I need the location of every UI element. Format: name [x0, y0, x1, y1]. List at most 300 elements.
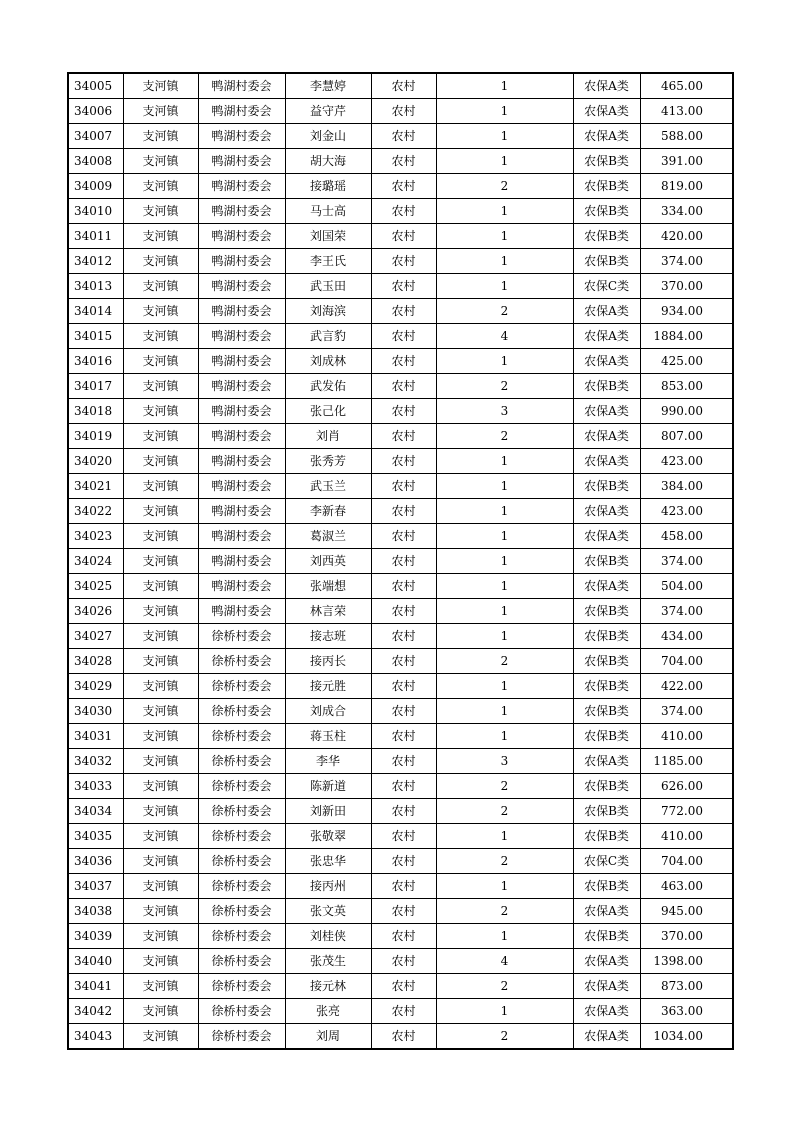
- name-cell: 益守芹: [285, 99, 371, 124]
- village-cell: 徐桥村委会: [198, 1024, 285, 1050]
- name-cell: 武发佑: [285, 374, 371, 399]
- table-row: [68, 99, 733, 124]
- area-type-cell: 农村: [371, 199, 436, 224]
- town-cell: 支河镇: [123, 99, 198, 124]
- name-cell: 刘周: [285, 1024, 371, 1050]
- table-row: [68, 649, 733, 674]
- town-cell: 支河镇: [123, 824, 198, 849]
- household-size-cell: 1: [436, 199, 573, 224]
- household-size-cell: 2: [436, 1024, 573, 1050]
- village-cell: 鸭湖村委会: [198, 424, 285, 449]
- town-cell: 支河镇: [123, 724, 198, 749]
- table-row: [68, 624, 733, 649]
- table-row: [68, 749, 733, 774]
- household-size-cell: 2: [436, 299, 573, 324]
- category-cell: 农保A类: [573, 449, 640, 474]
- town-cell: 支河镇: [123, 999, 198, 1024]
- name-cell: 李华: [285, 749, 371, 774]
- category-cell: 农保A类: [573, 499, 640, 524]
- amount-cell: 410.00: [640, 724, 733, 749]
- category-cell: 农保A类: [573, 524, 640, 549]
- record-id-cell: 34012: [68, 249, 123, 274]
- area-type-cell: 农村: [371, 424, 436, 449]
- table-row: [68, 699, 733, 724]
- area-type-cell: 农村: [371, 73, 436, 99]
- town-cell: 支河镇: [123, 699, 198, 724]
- name-cell: 马士高: [285, 199, 371, 224]
- town-cell: 支河镇: [123, 524, 198, 549]
- town-cell: 支河镇: [123, 949, 198, 974]
- category-cell: 农保B类: [573, 474, 640, 499]
- amount-cell: 422.00: [640, 674, 733, 699]
- name-cell: 刘成林: [285, 349, 371, 374]
- village-cell: 徐桥村委会: [198, 724, 285, 749]
- record-id-cell: 34016: [68, 349, 123, 374]
- household-size-cell: 1: [436, 874, 573, 899]
- name-cell: 刘海滨: [285, 299, 371, 324]
- name-cell: 张亮: [285, 999, 371, 1024]
- category-cell: 农保A类: [573, 574, 640, 599]
- record-id-cell: 34022: [68, 499, 123, 524]
- amount-cell: 420.00: [640, 224, 733, 249]
- category-cell: 农保B类: [573, 724, 640, 749]
- name-cell: 胡大海: [285, 149, 371, 174]
- household-size-cell: 2: [436, 649, 573, 674]
- table-row: [68, 499, 733, 524]
- village-cell: 鸭湖村委会: [198, 99, 285, 124]
- village-cell: 鸭湖村委会: [198, 174, 285, 199]
- category-cell: 农保B类: [573, 824, 640, 849]
- name-cell: 林言荣: [285, 599, 371, 624]
- amount-cell: 807.00: [640, 424, 733, 449]
- household-size-cell: 1: [436, 674, 573, 699]
- town-cell: 支河镇: [123, 799, 198, 824]
- area-type-cell: 农村: [371, 949, 436, 974]
- town-cell: 支河镇: [123, 849, 198, 874]
- name-cell: 刘国荣: [285, 224, 371, 249]
- table-row: [68, 974, 733, 999]
- area-type-cell: 农村: [371, 399, 436, 424]
- town-cell: 支河镇: [123, 374, 198, 399]
- record-id-cell: 34042: [68, 999, 123, 1024]
- household-size-cell: 1: [436, 574, 573, 599]
- table-row: [68, 774, 733, 799]
- record-id-cell: 34030: [68, 699, 123, 724]
- household-size-cell: 1: [436, 124, 573, 149]
- category-cell: 农保A类: [573, 299, 640, 324]
- amount-cell: 588.00: [640, 124, 733, 149]
- area-type-cell: 农村: [371, 124, 436, 149]
- amount-cell: 853.00: [640, 374, 733, 399]
- household-size-cell: 3: [436, 399, 573, 424]
- area-type-cell: 农村: [371, 224, 436, 249]
- area-type-cell: 农村: [371, 249, 436, 274]
- town-cell: 支河镇: [123, 274, 198, 299]
- town-cell: 支河镇: [123, 924, 198, 949]
- town-cell: 支河镇: [123, 774, 198, 799]
- category-cell: 农保B类: [573, 174, 640, 199]
- name-cell: 刘成合: [285, 699, 371, 724]
- town-cell: 支河镇: [123, 549, 198, 574]
- name-cell: 刘西英: [285, 549, 371, 574]
- name-cell: 张端想: [285, 574, 371, 599]
- name-cell: 接丙州: [285, 874, 371, 899]
- area-type-cell: 农村: [371, 674, 436, 699]
- name-cell: 武玉兰: [285, 474, 371, 499]
- town-cell: 支河镇: [123, 499, 198, 524]
- record-id-cell: 34043: [68, 1024, 123, 1050]
- area-type-cell: 农村: [371, 599, 436, 624]
- table-row: [68, 999, 733, 1024]
- village-cell: 徐桥村委会: [198, 874, 285, 899]
- amount-cell: 704.00: [640, 849, 733, 874]
- amount-cell: 458.00: [640, 524, 733, 549]
- amount-cell: 465.00: [640, 73, 733, 99]
- name-cell: 张忠华: [285, 849, 371, 874]
- household-size-cell: 1: [436, 624, 573, 649]
- household-size-cell: 2: [436, 974, 573, 999]
- household-size-cell: 4: [436, 324, 573, 349]
- town-cell: 支河镇: [123, 899, 198, 924]
- household-size-cell: 1: [436, 149, 573, 174]
- village-cell: 鸭湖村委会: [198, 524, 285, 549]
- town-cell: 支河镇: [123, 249, 198, 274]
- town-cell: 支河镇: [123, 349, 198, 374]
- village-cell: 鸭湖村委会: [198, 374, 285, 399]
- table-row: [68, 924, 733, 949]
- household-size-cell: 2: [436, 774, 573, 799]
- area-type-cell: 农村: [371, 499, 436, 524]
- record-id-cell: 34010: [68, 199, 123, 224]
- category-cell: 农保B类: [573, 549, 640, 574]
- record-id-cell: 34026: [68, 599, 123, 624]
- town-cell: 支河镇: [123, 324, 198, 349]
- area-type-cell: 农村: [371, 474, 436, 499]
- record-id-cell: 34021: [68, 474, 123, 499]
- amount-cell: 423.00: [640, 449, 733, 474]
- record-id-cell: 34031: [68, 724, 123, 749]
- table-row: [68, 73, 733, 99]
- name-cell: 张敬翠: [285, 824, 371, 849]
- name-cell: 张文英: [285, 899, 371, 924]
- record-id-cell: 34013: [68, 274, 123, 299]
- table-row: [68, 299, 733, 324]
- record-id-cell: 34035: [68, 824, 123, 849]
- village-cell: 徐桥村委会: [198, 924, 285, 949]
- category-cell: 农保A类: [573, 424, 640, 449]
- amount-cell: 391.00: [640, 149, 733, 174]
- household-size-cell: 1: [436, 224, 573, 249]
- village-cell: 徐桥村委会: [198, 999, 285, 1024]
- area-type-cell: 农村: [371, 924, 436, 949]
- table-row: [68, 174, 733, 199]
- name-cell: 张茂生: [285, 949, 371, 974]
- amount-cell: 410.00: [640, 824, 733, 849]
- category-cell: 农保B类: [573, 649, 640, 674]
- table-row: [68, 599, 733, 624]
- name-cell: 接元胜: [285, 674, 371, 699]
- town-cell: 支河镇: [123, 474, 198, 499]
- household-size-cell: 3: [436, 749, 573, 774]
- village-cell: 鸭湖村委会: [198, 549, 285, 574]
- amount-cell: 363.00: [640, 999, 733, 1024]
- record-id-cell: 34039: [68, 924, 123, 949]
- area-type-cell: 农村: [371, 799, 436, 824]
- category-cell: 农保C类: [573, 274, 640, 299]
- table-row: [68, 1024, 733, 1050]
- table-row: [68, 449, 733, 474]
- record-id-cell: 34023: [68, 524, 123, 549]
- area-type-cell: 农村: [371, 374, 436, 399]
- household-size-cell: 4: [436, 949, 573, 974]
- amount-cell: 819.00: [640, 174, 733, 199]
- category-cell: 农保B类: [573, 624, 640, 649]
- village-cell: 鸭湖村委会: [198, 274, 285, 299]
- name-cell: 刘金山: [285, 124, 371, 149]
- category-cell: 农保A类: [573, 99, 640, 124]
- household-size-cell: 1: [436, 824, 573, 849]
- record-id-cell: 34020: [68, 449, 123, 474]
- record-id-cell: 34014: [68, 299, 123, 324]
- category-cell: 农保A类: [573, 974, 640, 999]
- record-id-cell: 34007: [68, 124, 123, 149]
- record-id-cell: 34019: [68, 424, 123, 449]
- village-cell: 徐桥村委会: [198, 849, 285, 874]
- area-type-cell: 农村: [371, 274, 436, 299]
- amount-cell: 423.00: [640, 499, 733, 524]
- category-cell: 农保A类: [573, 73, 640, 99]
- village-cell: 鸭湖村委会: [198, 349, 285, 374]
- record-id-cell: 34033: [68, 774, 123, 799]
- name-cell: 张己化: [285, 399, 371, 424]
- household-size-cell: 1: [436, 249, 573, 274]
- village-cell: 徐桥村委会: [198, 749, 285, 774]
- name-cell: 武言豹: [285, 324, 371, 349]
- village-cell: 鸭湖村委会: [198, 124, 285, 149]
- record-id-cell: 34029: [68, 674, 123, 699]
- category-cell: 农保A类: [573, 749, 640, 774]
- town-cell: 支河镇: [123, 399, 198, 424]
- record-id-cell: 34006: [68, 99, 123, 124]
- household-size-cell: 2: [436, 374, 573, 399]
- table-row: [68, 399, 733, 424]
- area-type-cell: 农村: [371, 724, 436, 749]
- record-id-cell: 34040: [68, 949, 123, 974]
- table-row: [68, 124, 733, 149]
- area-type-cell: 农村: [371, 99, 436, 124]
- village-cell: 徐桥村委会: [198, 624, 285, 649]
- name-cell: 刘肖: [285, 424, 371, 449]
- category-cell: 农保B类: [573, 674, 640, 699]
- record-id-cell: 34036: [68, 849, 123, 874]
- name-cell: 李慧婷: [285, 73, 371, 99]
- amount-cell: 334.00: [640, 199, 733, 224]
- town-cell: 支河镇: [123, 174, 198, 199]
- category-cell: 农保B类: [573, 199, 640, 224]
- household-size-cell: 1: [436, 699, 573, 724]
- town-cell: 支河镇: [123, 574, 198, 599]
- household-size-cell: 1: [436, 724, 573, 749]
- amount-cell: 374.00: [640, 699, 733, 724]
- name-cell: 刘桂侠: [285, 924, 371, 949]
- record-id-cell: 34018: [68, 399, 123, 424]
- household-size-cell: 1: [436, 274, 573, 299]
- amount-cell: 1884.00: [640, 324, 733, 349]
- village-cell: 鸭湖村委会: [198, 249, 285, 274]
- village-cell: 徐桥村委会: [198, 649, 285, 674]
- town-cell: 支河镇: [123, 749, 198, 774]
- town-cell: 支河镇: [123, 449, 198, 474]
- area-type-cell: 农村: [371, 324, 436, 349]
- household-size-cell: 1: [436, 349, 573, 374]
- table-body: [68, 73, 733, 1049]
- category-cell: 农保C类: [573, 849, 640, 874]
- household-size-cell: 1: [436, 599, 573, 624]
- village-cell: 徐桥村委会: [198, 699, 285, 724]
- table-row: [68, 324, 733, 349]
- village-cell: 鸭湖村委会: [198, 399, 285, 424]
- category-cell: 农保B类: [573, 799, 640, 824]
- village-cell: 徐桥村委会: [198, 799, 285, 824]
- category-cell: 农保B类: [573, 924, 640, 949]
- town-cell: 支河镇: [123, 599, 198, 624]
- table-row: [68, 724, 733, 749]
- area-type-cell: 农村: [371, 699, 436, 724]
- village-cell: 徐桥村委会: [198, 774, 285, 799]
- amount-cell: 945.00: [640, 899, 733, 924]
- category-cell: 农保A类: [573, 124, 640, 149]
- village-cell: 鸭湖村委会: [198, 324, 285, 349]
- town-cell: 支河镇: [123, 224, 198, 249]
- amount-cell: 374.00: [640, 549, 733, 574]
- household-size-cell: 2: [436, 849, 573, 874]
- village-cell: 徐桥村委会: [198, 899, 285, 924]
- table-row: [68, 149, 733, 174]
- village-cell: 鸭湖村委会: [198, 499, 285, 524]
- record-id-cell: 34038: [68, 899, 123, 924]
- area-type-cell: 农村: [371, 824, 436, 849]
- category-cell: 农保A类: [573, 999, 640, 1024]
- amount-cell: 425.00: [640, 349, 733, 374]
- village-cell: 鸭湖村委会: [198, 449, 285, 474]
- area-type-cell: 农村: [371, 549, 436, 574]
- record-id-cell: 34005: [68, 73, 123, 99]
- town-cell: 支河镇: [123, 974, 198, 999]
- category-cell: 农保A类: [573, 324, 640, 349]
- record-id-cell: 34024: [68, 549, 123, 574]
- record-id-cell: 34011: [68, 224, 123, 249]
- name-cell: 接志班: [285, 624, 371, 649]
- name-cell: 张秀芳: [285, 449, 371, 474]
- village-cell: 鸭湖村委会: [198, 149, 285, 174]
- record-id-cell: 34008: [68, 149, 123, 174]
- town-cell: 支河镇: [123, 624, 198, 649]
- amount-cell: 934.00: [640, 299, 733, 324]
- name-cell: 李王氏: [285, 249, 371, 274]
- area-type-cell: 农村: [371, 449, 436, 474]
- amount-cell: 1185.00: [640, 749, 733, 774]
- name-cell: 葛淑兰: [285, 524, 371, 549]
- village-cell: 徐桥村委会: [198, 674, 285, 699]
- amount-cell: 1398.00: [640, 949, 733, 974]
- category-cell: 农保A类: [573, 949, 640, 974]
- table-row: [68, 799, 733, 824]
- area-type-cell: 农村: [371, 874, 436, 899]
- town-cell: 支河镇: [123, 424, 198, 449]
- table-row: [68, 874, 733, 899]
- town-cell: 支河镇: [123, 649, 198, 674]
- category-cell: 农保B类: [573, 599, 640, 624]
- area-type-cell: 农村: [371, 349, 436, 374]
- category-cell: 农保A类: [573, 399, 640, 424]
- town-cell: 支河镇: [123, 124, 198, 149]
- amount-cell: 704.00: [640, 649, 733, 674]
- area-type-cell: 农村: [371, 624, 436, 649]
- household-size-cell: 2: [436, 174, 573, 199]
- table-row: [68, 674, 733, 699]
- household-size-cell: 1: [436, 73, 573, 99]
- village-cell: 鸭湖村委会: [198, 199, 285, 224]
- table-row: [68, 824, 733, 849]
- area-type-cell: 农村: [371, 974, 436, 999]
- record-id-cell: 34034: [68, 799, 123, 824]
- village-cell: 鸭湖村委会: [198, 224, 285, 249]
- village-cell: 徐桥村委会: [198, 824, 285, 849]
- area-type-cell: 农村: [371, 524, 436, 549]
- household-size-cell: 1: [436, 449, 573, 474]
- name-cell: 蒋玉柱: [285, 724, 371, 749]
- town-cell: 支河镇: [123, 299, 198, 324]
- category-cell: 农保B类: [573, 224, 640, 249]
- amount-cell: 374.00: [640, 249, 733, 274]
- record-id-cell: 34015: [68, 324, 123, 349]
- amount-cell: 370.00: [640, 274, 733, 299]
- table-row: [68, 524, 733, 549]
- household-size-cell: 1: [436, 99, 573, 124]
- category-cell: 农保A类: [573, 1024, 640, 1050]
- village-cell: 鸭湖村委会: [198, 574, 285, 599]
- household-size-cell: 1: [436, 524, 573, 549]
- amount-cell: 1034.00: [640, 1024, 733, 1050]
- area-type-cell: 农村: [371, 749, 436, 774]
- amount-cell: 384.00: [640, 474, 733, 499]
- record-id-cell: 34025: [68, 574, 123, 599]
- household-size-cell: 1: [436, 924, 573, 949]
- amount-cell: 626.00: [640, 774, 733, 799]
- household-size-cell: 1: [436, 999, 573, 1024]
- record-id-cell: 34032: [68, 749, 123, 774]
- amount-cell: 463.00: [640, 874, 733, 899]
- name-cell: 刘新田: [285, 799, 371, 824]
- town-cell: 支河镇: [123, 874, 198, 899]
- category-cell: 农保B类: [573, 699, 640, 724]
- area-type-cell: 农村: [371, 649, 436, 674]
- name-cell: 陈新道: [285, 774, 371, 799]
- table-row: [68, 349, 733, 374]
- amount-cell: 772.00: [640, 799, 733, 824]
- table-row: [68, 899, 733, 924]
- table-row: [68, 274, 733, 299]
- table-row: [68, 849, 733, 874]
- village-cell: 徐桥村委会: [198, 949, 285, 974]
- town-cell: 支河镇: [123, 199, 198, 224]
- village-cell: 鸭湖村委会: [198, 73, 285, 99]
- payment-table: [67, 72, 734, 1050]
- record-id-cell: 34041: [68, 974, 123, 999]
- household-size-cell: 2: [436, 799, 573, 824]
- table-row: [68, 374, 733, 399]
- table-row: [68, 224, 733, 249]
